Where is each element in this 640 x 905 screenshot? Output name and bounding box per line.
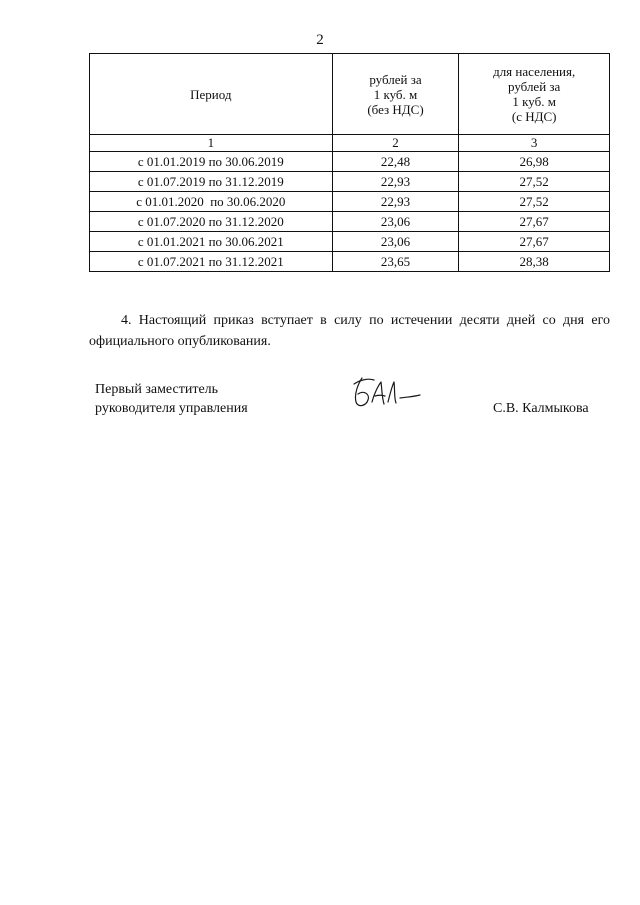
- price-with-vat-cell: 26,98: [459, 152, 610, 172]
- signer-position: Первый заместитель руководителя управления: [95, 382, 248, 416]
- price-with-vat-cell: 27,52: [459, 172, 610, 192]
- price-with-vat-cell: 27,52: [459, 192, 610, 212]
- price-no-vat-cell: 23,06: [332, 212, 459, 232]
- table-row: [90, 212, 610, 232]
- period-cell: с 01.01.2020 по 30.06.2020: [90, 192, 333, 212]
- column-number: 1: [90, 135, 333, 152]
- period-cell: с 01.01.2021 по 30.06.2021: [90, 232, 333, 252]
- tariff-table: [89, 53, 610, 272]
- period-cell: с 01.07.2019 по 31.12.2019: [90, 172, 333, 192]
- column-number: 3: [459, 135, 610, 152]
- signer-name: С.В. Калмыкова: [493, 401, 589, 416]
- column-number: 2: [332, 135, 459, 152]
- handwritten-signature: [348, 372, 424, 412]
- table-row: [90, 232, 610, 252]
- header-price-no-vat: рублей за 1 куб. м (без НДС): [332, 54, 459, 135]
- price-with-vat-cell: 27,67: [459, 232, 610, 252]
- header-period: Период: [90, 54, 333, 135]
- price-with-vat-cell: 28,38: [459, 252, 610, 272]
- column-number-row: [90, 135, 610, 152]
- header-price-with-vat: для населения, рублей за 1 куб. м (с НДС): [459, 54, 610, 135]
- price-no-vat-cell: 22,93: [332, 172, 459, 192]
- page-number: 2: [316, 32, 324, 48]
- table-row: [90, 152, 610, 172]
- table-row: [90, 252, 610, 272]
- table-header-row: [90, 54, 610, 135]
- price-no-vat-cell: 23,65: [332, 252, 459, 272]
- price-no-vat-cell: 22,93: [332, 192, 459, 212]
- price-no-vat-cell: 22,48: [332, 152, 459, 172]
- period-cell: с 01.07.2020 по 31.12.2020: [90, 212, 333, 232]
- price-no-vat-cell: 23,06: [332, 232, 459, 252]
- period-cell: с 01.07.2021 по 31.12.2021: [90, 252, 333, 272]
- effective-date-clause: 4. Настоящий приказ вступает в силу по истечении десяти дней со дня его официального опубликования.: [89, 313, 610, 349]
- price-with-vat-cell: 27,67: [459, 212, 610, 232]
- period-cell: с 01.01.2019 по 30.06.2019: [90, 152, 333, 172]
- table-row: [90, 172, 610, 192]
- table-row: [90, 192, 610, 212]
